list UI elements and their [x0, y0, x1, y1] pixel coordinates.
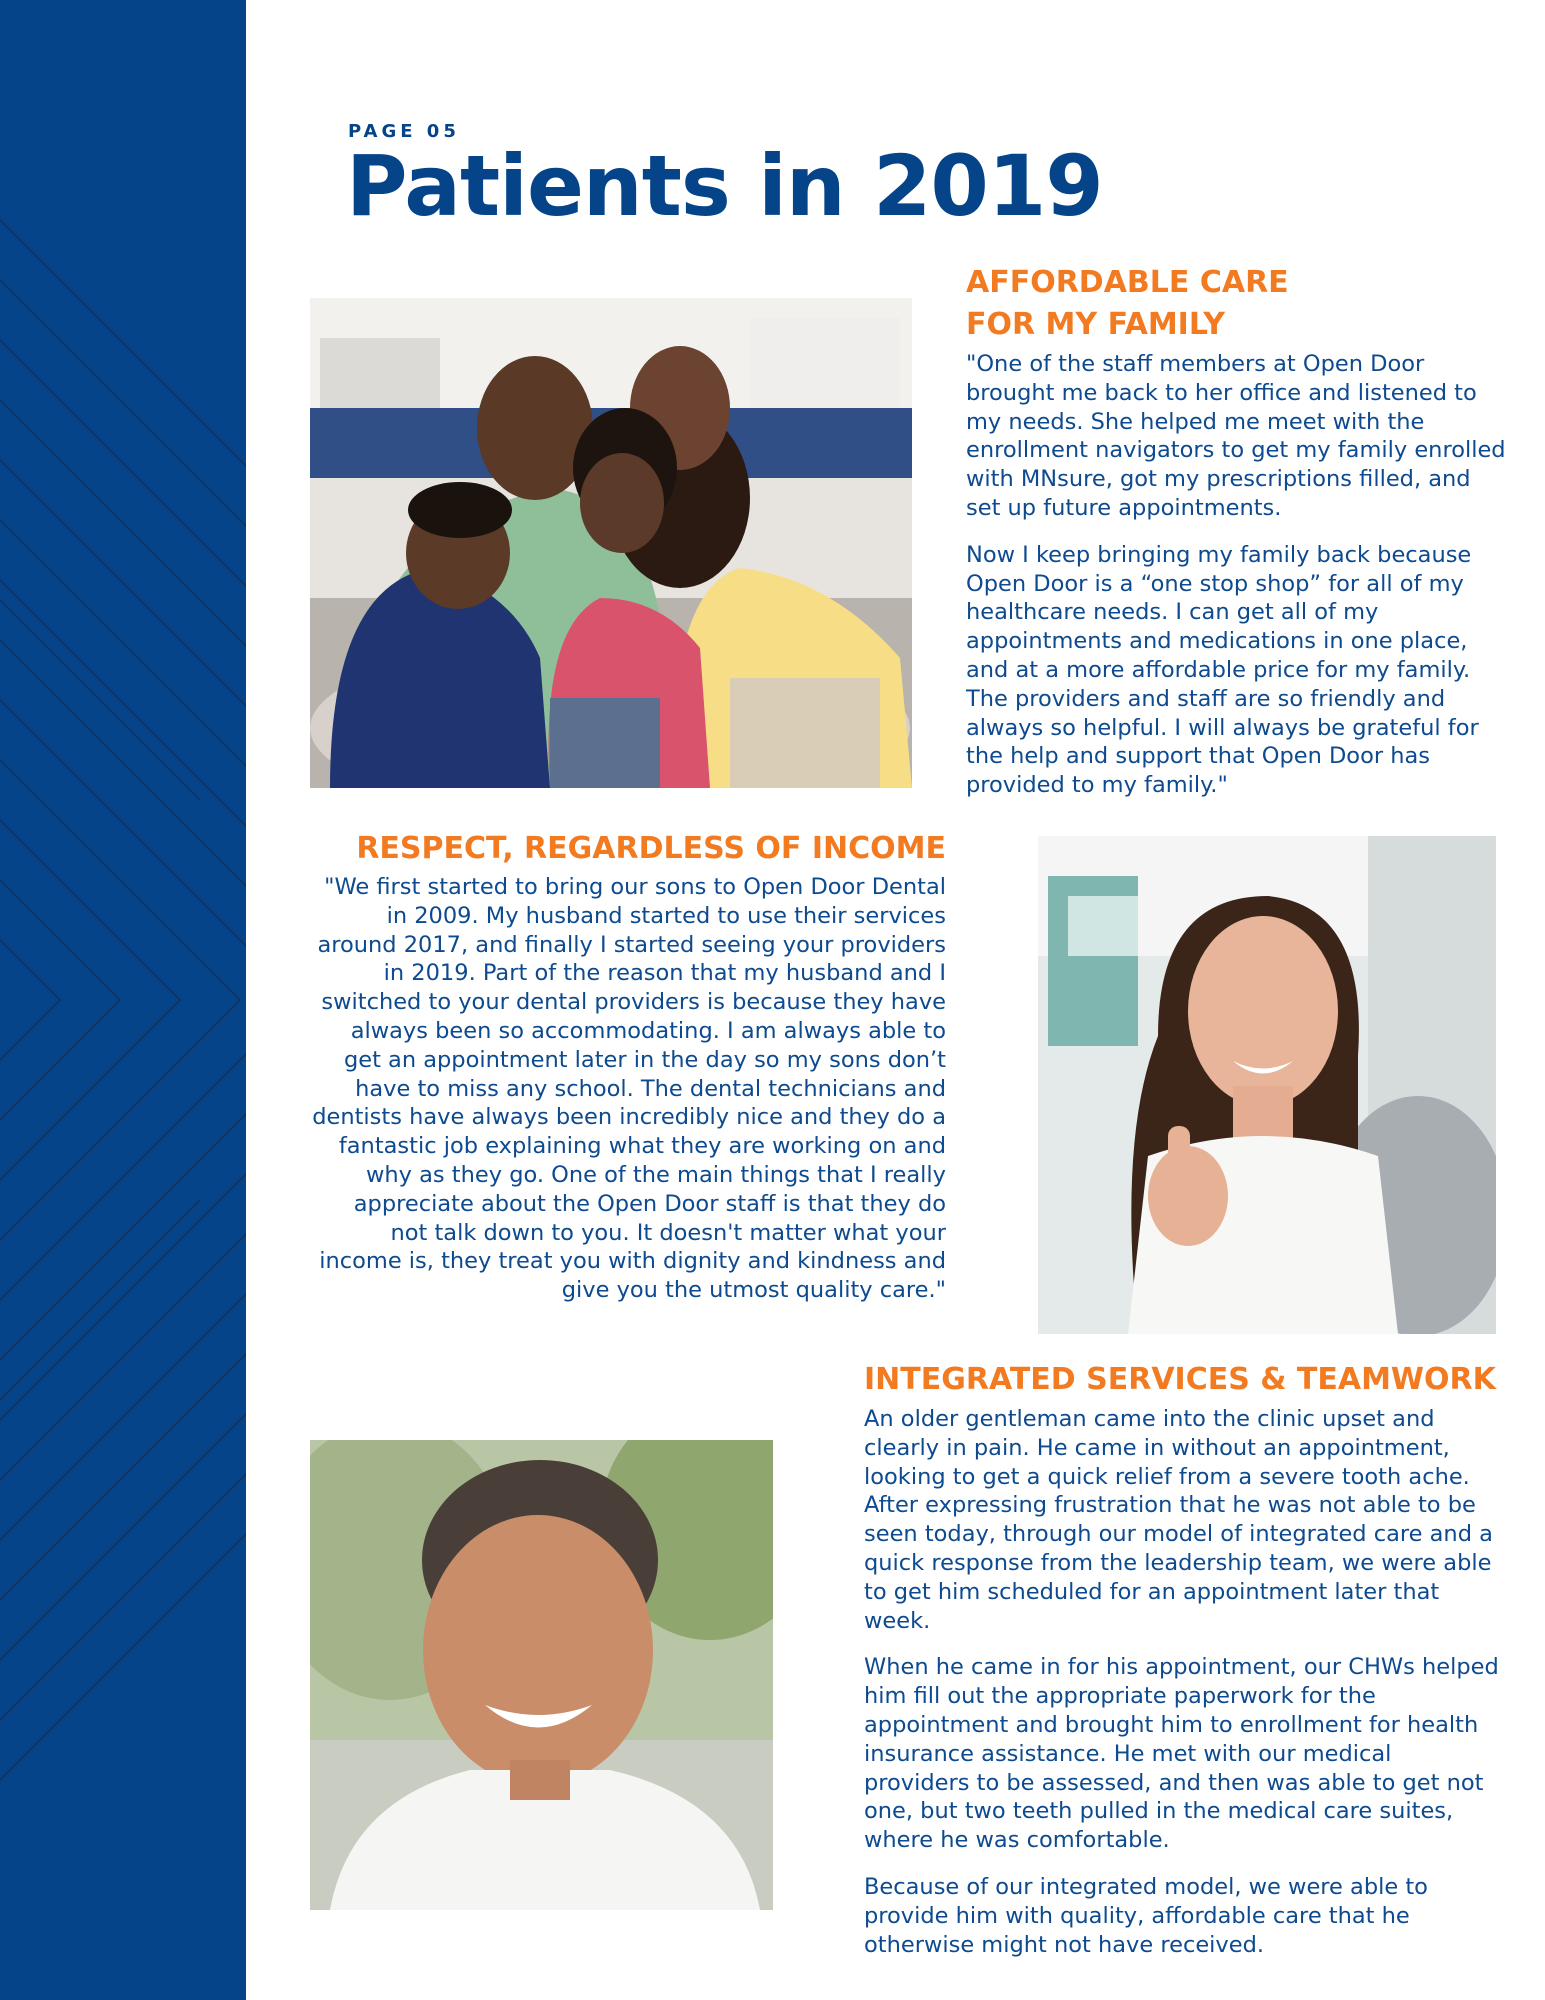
paragraph: An older gentleman came into the clinic upset and clearly in pain. He came in without an appointment, looking to get a quick relief from a severe tooth ache. After expressing frustration that he was not able to be seen today, through our model of integrated care and a quick response from the leadership team, we were able to get him scheduled for an appointment later that week.: [864, 1406, 1493, 1634]
integrated-services-heading: INTEGRATED SERVICES & TEAMWORK: [864, 1362, 1496, 1397]
page-title: Patients in 2019: [346, 137, 1103, 235]
paragraph: "One of the staff members at Open Door brought me back to her office and listened to my needs. She helped me meet with the enrollment navigators to get my family enrolled with MNsure, got my prescriptions filled, and set up future appointments.: [966, 351, 1506, 521]
page-label: PAGE 05: [348, 121, 460, 142]
chevron-pattern: [0, 0, 246, 2000]
sidebar-decoration: [0, 0, 246, 2000]
paragraph: Because of our integrated model, we were able to provide him with quality, affordable care that he otherwise might not have received.: [864, 1873, 1428, 1958]
family-photo: [310, 298, 912, 788]
affordable-care-text: [966, 350, 1506, 818]
paragraph: When he came in for his appointment, our CHWs helped him fill out the appropriate paperwork for the appointment and brought him to enrollment for health insurance assistance. He met with our medical providers to be assessed, and then was able to get not one, but two teeth pulled in the medical care suites, where he was comfortable.: [864, 1654, 1499, 1854]
respect-heading: RESPECT, REGARDLESS OF INCOME: [356, 831, 946, 866]
older-gentleman-photo: [310, 1440, 773, 1910]
paragraph: "We first started to bring our sons to Open Door Dental in 2009. My husband started to use their services around 2017, and finally I started seeing your providers in 2019. Part of the reason that my husband and I switched to your dental providers is because they have always been so accommodating. I am always able to get an appointment later in the day so my sons don’t have to miss any school. The dental technicians and dentists have always been incredibly nice and they do a fantastic job explaining what they are working on and why as they go. One of the main things that I really appreciate about the Open Door staff is that they do not talk down to you. It doesn't matter what your income is, they treat you with dignity and kindness and give you the utmost quality care.": [312, 874, 946, 1304]
paragraph: Now I keep bringing my family back because Open Door is a “one stop shop” for all of my healthcare needs. I can get all of my appointments and medications in one place, and at a more affordable price for my family. The providers and staff are so friendly and always so helpful. I will always be grateful for the help and support that Open Door has provided to my family.": [966, 541, 1479, 799]
respect-text: [310, 873, 946, 1323]
woman-dental-patient-photo: [1038, 836, 1496, 1334]
integrated-services-text: [864, 1405, 1500, 1977]
affordable-care-heading: [966, 262, 1289, 346]
heading-line: AFFORDABLE CARE: [966, 265, 1289, 300]
heading-line: FOR MY FAMILY: [966, 307, 1226, 342]
